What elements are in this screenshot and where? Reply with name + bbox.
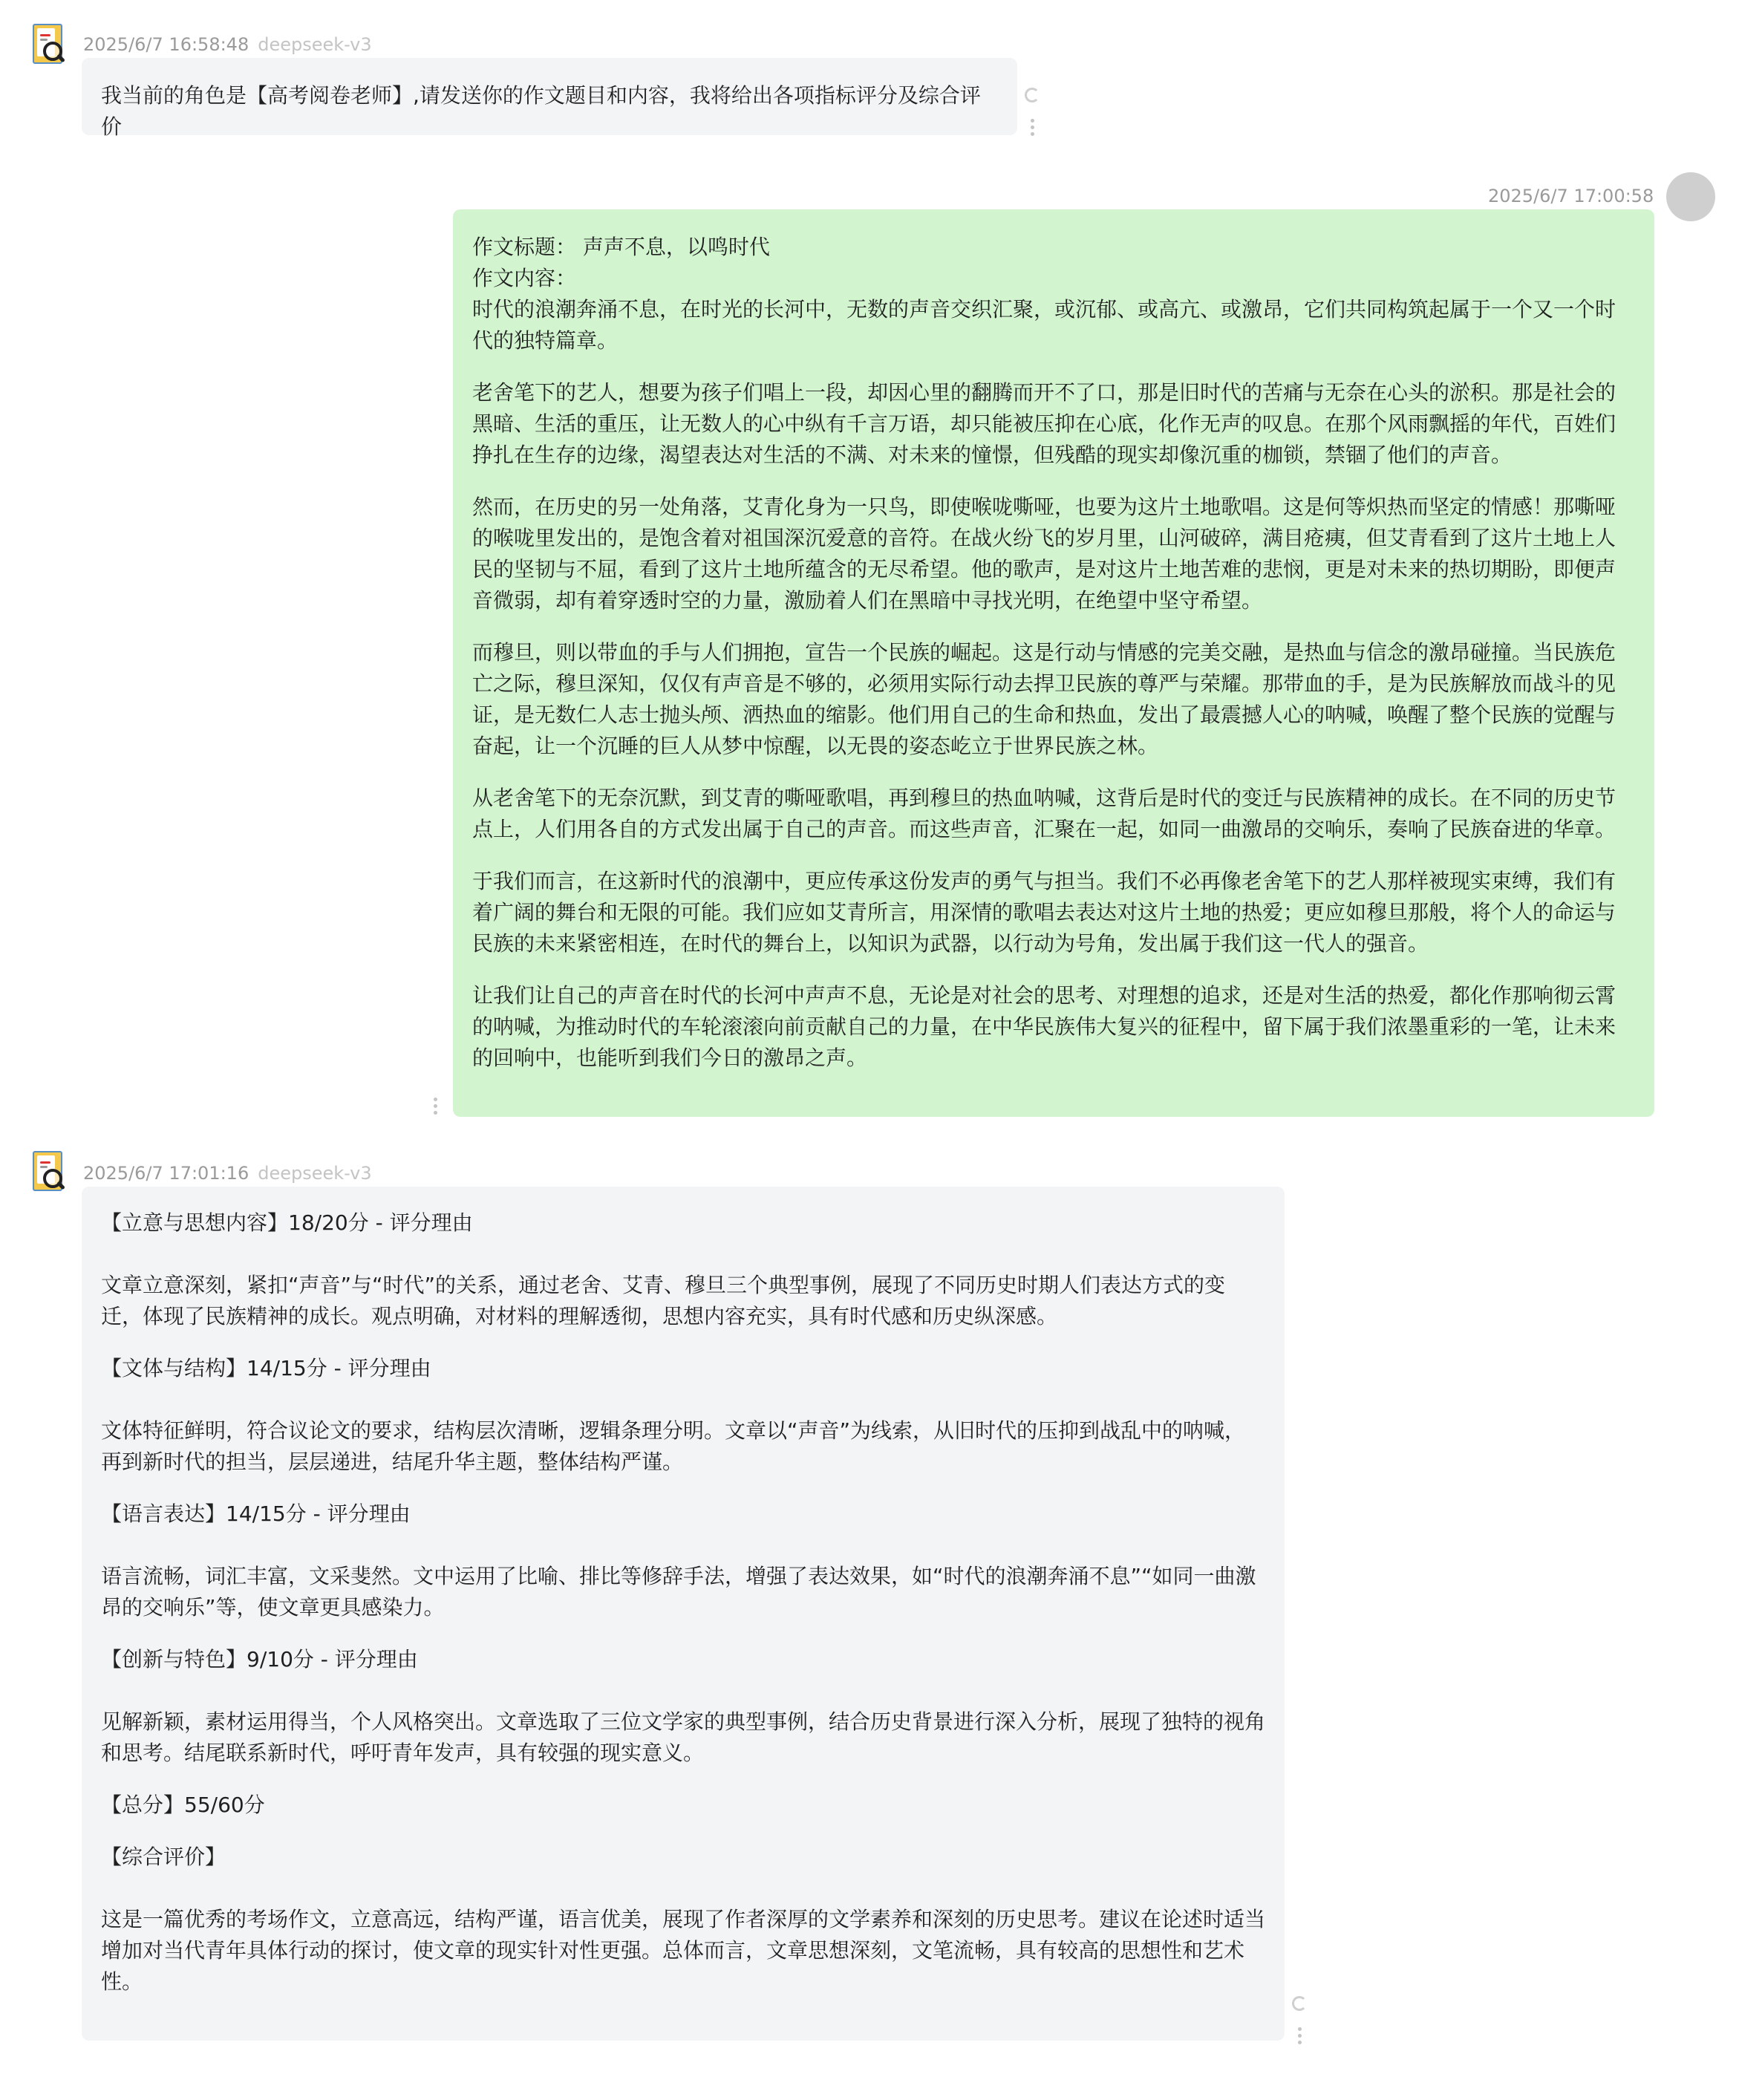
assistant-message-bubble [82,58,1017,139]
score-heading: 【文体与结构】14/15分 - 评分理由 [101,1356,431,1380]
more-vertical-icon[interactable] [434,1098,438,1118]
user-message-bubble [453,209,1654,1117]
essay-paragraph: 时代的浪潮奔涌不息，在时光的长河中，无数的声音交织汇聚，或沉郁、或高亢、或激昂，它们共同构筑起属于一个又一个时代的独特篇章。 [472,297,1616,353]
message-meta-1 [83,34,372,55]
model-name: deepseek-v3 [258,1163,372,1184]
essay-paragraph: 于我们而言，在这新时代的浪潮中，更应传承这份发声的勇气与担当。我们不必再像老舍笔下的艺人那样被现实束缚，我们有着广阔的舞台和无限的可能。我们应如艾青所言，用深情的歌唱去表达对这片土地的热爱；更应如穆旦那般，将个人的命运与民族的未来紧密相连，在时代的舞台上，以知识为武器，以行动为号角，发出属于我们这一代人的强音。 [472,869,1616,956]
message-meta-3 [83,1163,372,1184]
essay-paragraph: 老舍笔下的艺人，想要为孩子们唱上一段，却因心里的翻腾而开不了口，那是旧时代的苦痛与无奈在心头的淤积。那是社会的黑暗、生活的重压，让无数人的心中纵有千言万语，却只能被压抑在心底，化作无声的叹息。在那个风雨飘摇的年代，百姓们挣扎在生存的边缘，渴望表达对生活的不满、对未来的憧憬，但残酷的现实却像沉重的枷锁，禁锢了他们的声音。 [472,380,1616,467]
bot-avatar-icon [30,1150,64,1196]
refresh-icon[interactable] [1292,1996,1307,2011]
total-score: 【总分】55/60分 [101,1793,265,1817]
score-reason: 文章立意深刻，紧扣“声音”与“时代”的关系，通过老舍、艾青、穆旦三个典型事例，展现了不同历史时期人们表达方式的变迁，体现了民族精神的成长。观点明确，对材料的理解透彻，思想内容充实，具有时代感和历史纵深感。 [101,1273,1226,1328]
essay-content-label: 作文内容： [472,266,577,290]
message-timestamp: 2025/6/7 17:01:16 [83,1163,249,1184]
message-timestamp: 2025/6/7 16:58:48 [83,34,249,55]
summary-heading: 【综合评价】 [101,1845,226,1869]
essay-paragraph: 从老舍笔下的无奈沉默，到艾青的嘶哑歌唱，再到穆旦的热血呐喊，这背后是时代的变迁与民族精神的成长。在不同的历史节点上，人们用各自的方式发出属于自己的声音。而这些声音，汇聚在一起，如同一曲激昂的交响乐，奏响了民族奋进的华章。 [472,786,1616,841]
score-reason: 见解新颖，素材运用得当，个人风格突出。文章选取了三位文学家的典型事例，结合历史背景进行深入分析，展现了独特的视角和思考。结尾联系新时代，呼吁青年发声，具有较强的现实意义。 [101,1709,1266,1765]
refresh-icon[interactable] [1025,88,1040,102]
bot-avatar-icon [30,22,64,68]
summary-body: 这是一篇优秀的考场作文，立意高远，结构严谨，语言优美，展现了作者深厚的文学素养和深刻的历史思考。建议在论述时适当增加对当代青年具体行动的探讨，使文章的现实针对性更强。总体而言，文章思想深刻，文笔流畅，具有较高的思想性和艺术性。 [101,1907,1266,1994]
essay-paragraph: 而穆旦，则以带血的手与人们拥抱，宣告一个民族的崛起。这是行动与情感的完美交融，是热血与信念的激昂碰撞。当民族危亡之际，穆旦深知，仅仅有声音是不够的，必须用实际行动去捍卫民族的尊严与荣耀。那带血的手，是为民族解放而战斗的见证，是无数仁人志士抛头颅、洒热血的缩影。他们用自己的生命和热血，发出了最震撼人心的呐喊，唤醒了整个民族的觉醒与奋起，让一个沉睡的巨人从梦中惊醒，以无畏的姿态屹立于世界民族之林。 [472,640,1616,758]
model-name: deepseek-v3 [258,34,372,55]
score-reason: 文体特征鲜明，符合议论文的要求，结构层次清晰，逻辑条理分明。文章以“声音”为线索，从旧时代的压抑到战乱中的呐喊，再到新时代的担当，层层递进，结尾升华主题，整体结构严谨。 [101,1418,1246,1474]
message-text: 我当前的角色是【高考阅卷老师】,请发送你的作文题目和内容，我将给出各项指标评分及综合评价 [101,83,981,139]
message-meta-2 [1488,186,1654,206]
score-heading: 【立意与思想内容】18/20分 - 评分理由 [101,1210,473,1235]
essay-paragraph: 然而，在历史的另一处角落，艾青化身为一只鸟，即使喉咙嘶哑，也要为这片土地歌唱。这是何等炽热而坚定的情感！那嘶哑的喉咙里发出的，是饱含着对祖国深沉爱意的音符。在战火纷飞的岁月里，山河破碎，满目疮痍，但艾青看到了这片土地上人民的坚韧与不屈，看到了这片土地所蕴含的无尽希望。他的歌声，是对这片土地苦难的悲悯，更是对未来的热切期盼，即便声音微弱，却有着穿透时空的力量，激励着人们在黑暗中寻找光明，在绝望中坚守希望。 [472,495,1616,613]
score-heading: 【语言表达】14/15分 - 评分理由 [101,1501,411,1526]
user-avatar [1666,172,1715,221]
score-heading: 【创新与特色】9/10分 - 评分理由 [101,1647,418,1672]
essay-paragraph: 让我们让自己的声音在时代的长河中声声不息，无论是对社会的思考、对理想的追求，还是对生活的热爱，都化作那响彻云霄的呐喊，为推动时代的车轮滚滚向前贡献自己的力量，在中华民族伟大复兴的征程中，留下属于我们浓墨重彩的一笔，让未来的回响中，也能听到我们今日的激昂之声。 [472,983,1616,1070]
more-vertical-icon[interactable] [1031,119,1035,139]
assistant-message-bubble [82,1187,1285,2041]
message-timestamp: 2025/6/7 17:00:58 [1488,186,1654,206]
score-reason: 语言流畅，词汇丰富，文采斐然。文中运用了比喻、排比等修辞手法，增强了表达效果，如“时代的浪潮奔涌不息”“如同一曲激昂的交响乐”等，使文章更具感染力。 [101,1564,1256,1620]
essay-title: 作文标题： 声声不息，以鸣时代 [472,235,770,259]
more-vertical-icon[interactable] [1298,2027,1302,2047]
